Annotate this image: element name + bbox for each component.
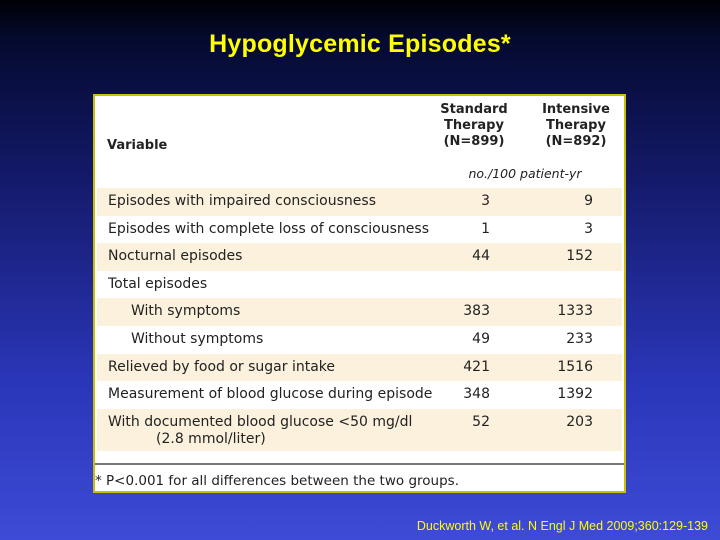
row-label <box>108 414 412 448</box>
standard-header-line-1: Standard <box>440 102 508 117</box>
intensive-therapy-header <box>533 102 619 150</box>
intensive-header-line-1: Intensive <box>542 102 610 117</box>
table-footnote: * P<0.001 for all differences between the two groups. <box>95 473 459 489</box>
row-label-line-1: With documented blood glucose <50 mg/dl <box>108 413 413 430</box>
row-label: With symptoms <box>131 303 241 320</box>
intensive-value: 152 <box>566 248 593 265</box>
row-label: Episodes with impaired consciousness <box>108 193 376 209</box>
table-body <box>97 188 622 451</box>
row-label: Measurement of blood glucose during episode <box>108 386 433 403</box>
table-row <box>97 381 622 409</box>
slide-title: Hypoglycemic Episodes* <box>209 30 511 58</box>
row-label: Without symptoms <box>131 330 264 347</box>
intensive-header-line-3: (N=892) <box>545 134 607 149</box>
table-row <box>97 243 622 271</box>
standard-header-line-2: Therapy <box>444 118 504 133</box>
table-row <box>97 271 622 299</box>
intensive-value: 233 <box>566 330 593 347</box>
standard-value: 1 <box>481 220 490 237</box>
intensive-value: 1392 <box>557 386 593 403</box>
citation: Duckworth W, et al. N Engl J Med 2009;360:129-139 <box>416 519 708 533</box>
intensive-value: 3 <box>584 220 593 237</box>
standard-value: 49 <box>472 330 490 347</box>
table-bottom-rule <box>95 463 624 465</box>
row-label: Nocturnal episodes <box>108 248 243 265</box>
table-row <box>97 354 622 382</box>
intensive-header-line-2: Therapy <box>546 118 606 133</box>
results-table <box>93 94 626 493</box>
standard-header-line-3: (N=899) <box>443 134 505 149</box>
intensive-value: 1516 <box>557 358 593 375</box>
row-label: Relieved by food or sugar intake <box>108 358 336 375</box>
standard-value: 421 <box>463 358 490 375</box>
table-row <box>97 409 622 451</box>
variable-header: Variable <box>107 138 168 153</box>
standard-value: 348 <box>463 386 490 403</box>
units-note: no./100 patient-yr <box>468 166 582 181</box>
table-row <box>97 216 622 244</box>
standard-value: 44 <box>472 248 490 265</box>
table-row <box>97 326 622 354</box>
row-label: Total episodes <box>108 275 208 292</box>
row-label: Episodes with complete loss of consciousness <box>108 220 429 237</box>
standard-therapy-header <box>431 102 517 150</box>
table-row <box>97 188 622 216</box>
standard-value: 3 <box>481 193 490 209</box>
standard-value: 52 <box>472 413 490 430</box>
standard-value: 383 <box>463 303 490 320</box>
intensive-value: 1333 <box>557 303 593 320</box>
table-row <box>97 298 622 326</box>
intensive-value: 203 <box>566 413 593 430</box>
intensive-value: 9 <box>584 193 593 209</box>
row-label-line-2: (2.8 mmol/liter) <box>156 430 266 447</box>
